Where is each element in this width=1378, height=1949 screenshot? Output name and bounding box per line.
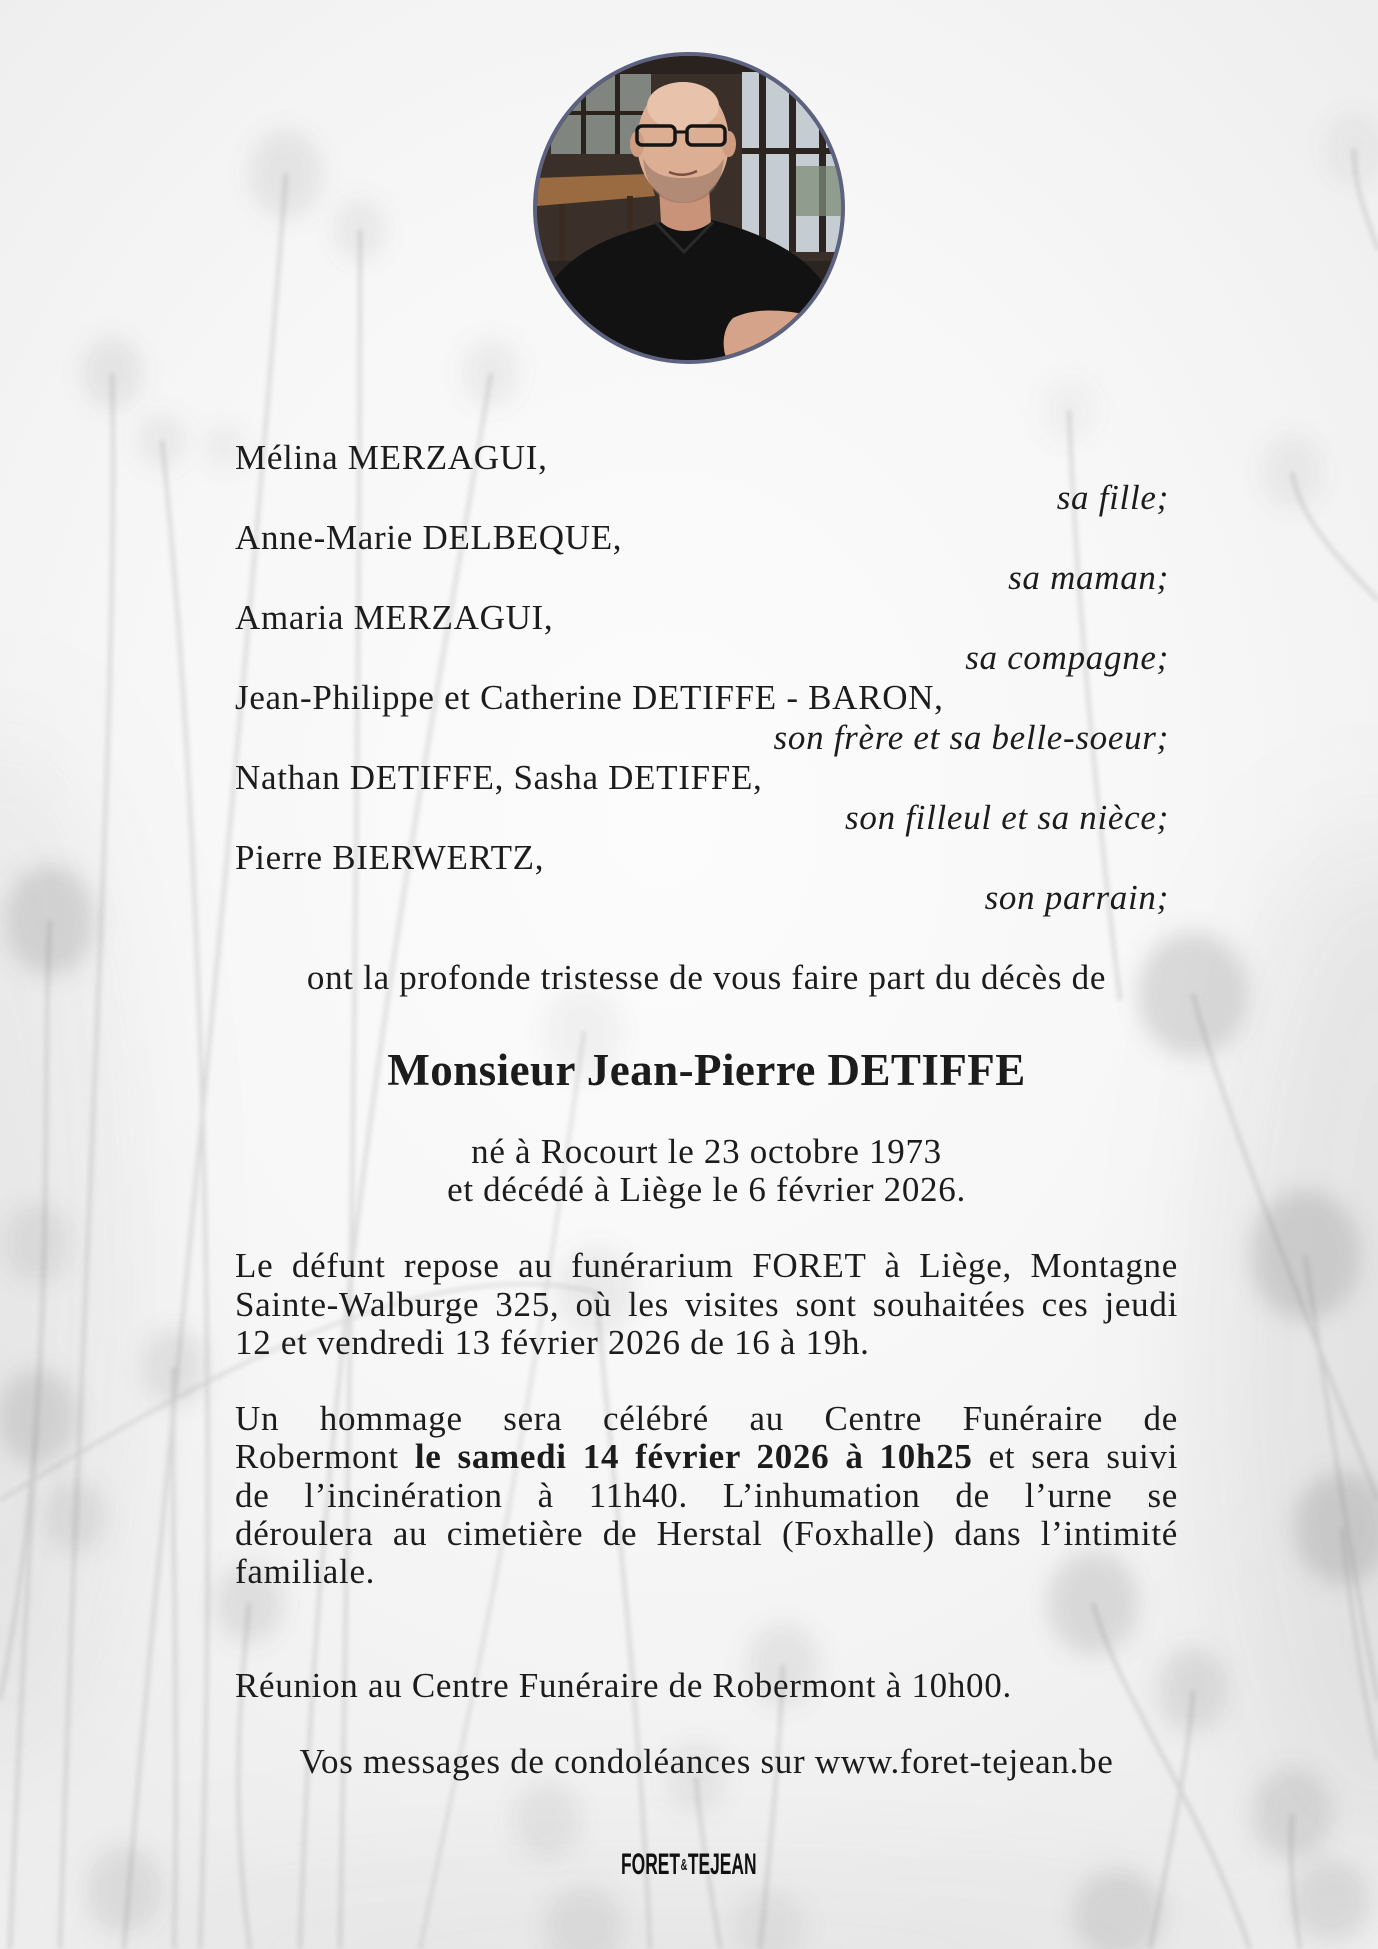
family-entry [235, 838, 1178, 918]
logo-right: TEJEAN [688, 1848, 757, 1881]
family-member-relation: son frère et sa belle-soeur; [773, 718, 1169, 757]
paragraph-line: Le défunt repose au funérarium FORET à Liège, Montagne [235, 1246, 1178, 1285]
family-entry [235, 518, 1178, 598]
family-member-relation: sa fille; [1056, 478, 1169, 517]
deceased-name: Monsieur Jean-Pierre DETIFFE [387, 1045, 1026, 1095]
logo-left: FORET [621, 1848, 681, 1881]
ceremony-paragraph [235, 1400, 1178, 1591]
line-text: Robermont [235, 1437, 399, 1477]
family-entry [235, 758, 1178, 838]
family-entry [235, 438, 1178, 518]
family-member-name: Jean-Philippe et Catherine DETIFFE - BARON, [235, 678, 944, 717]
birth-line: né à Rocourt le 23 octobre 1973 [471, 1132, 942, 1171]
announcement-text: ont la profonde tristesse de vous faire part du décès de [306, 958, 1107, 997]
funeral-home-logo [0, 1850, 1378, 1880]
paragraph-line [235, 1438, 1178, 1476]
death-line: et décédé à Liège le 6 février 2026. [447, 1170, 966, 1209]
paragraph-line: Sainte-Walburge 325, où les visites sont souhaitées ces jeudi [235, 1284, 1178, 1324]
family-member-relation: son filleul et sa nièce; [845, 798, 1169, 837]
family-member-relation: sa compagne; [965, 638, 1169, 677]
family-member-relation: son parrain; [984, 878, 1169, 917]
family-list [235, 438, 1178, 918]
family-entry [235, 678, 1178, 758]
portrait-image [537, 56, 841, 360]
family-entry [235, 598, 1178, 678]
family-member-name: Mélina MERZAGUI, [235, 438, 548, 477]
family-member-relation: sa maman; [1008, 558, 1169, 597]
family-member-name: Amaria MERZAGUI, [235, 598, 554, 637]
paragraph-line: 12 et vendredi 13 février 2026 de 16 à 19h. [235, 1323, 870, 1362]
line-text: et sera suivi [988, 1437, 1178, 1477]
logo-wordmark [621, 1850, 756, 1881]
paragraph-line: Un hommage sera célébré au Centre Funéraire de [235, 1399, 1178, 1438]
paragraph-line: familiale. [235, 1552, 376, 1592]
reunion-text: Réunion au Centre Funéraire de Robermont à 10h00. [235, 1666, 1012, 1705]
family-member-name: Nathan DETIFFE, Sasha DETIFFE, [235, 758, 763, 797]
portrait-photo [533, 52, 845, 364]
life-dates [235, 1133, 1178, 1209]
paragraph-line: de l’incinération à 11h40. L’inhumation de l’urne se [235, 1475, 1178, 1515]
family-member-name: Anne-Marie DELBEQUE, [235, 518, 623, 557]
family-member-name: Pierre BIERWERTZ, [235, 838, 545, 877]
ceremony-date-highlight: le samedi 14 février 2026 à 10h25 [414, 1437, 973, 1477]
paragraph-line: déroulera au cimetière de Herstal (Foxhalle) dans l’intimité [235, 1513, 1178, 1553]
visitation-paragraph [235, 1247, 1178, 1363]
condolences-text: Vos messages de condoléances sur www.foret-tejean.be [299, 1742, 1114, 1781]
logo-ampersand: & [680, 1857, 688, 1874]
